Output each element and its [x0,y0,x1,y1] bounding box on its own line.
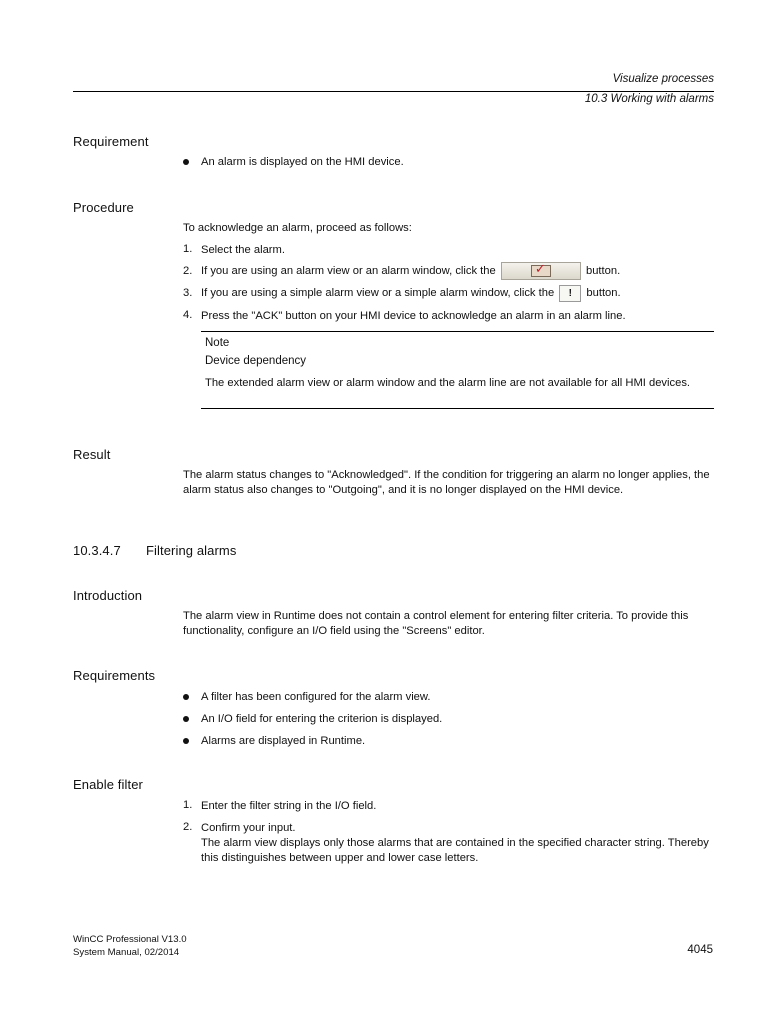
note-top-rule [201,331,714,332]
procedure-intro: To acknowledge an alarm, proceed as follows: [183,222,412,234]
step-number: 1. [183,799,193,811]
header-section: 10.3 Working with alarms [584,93,714,105]
result-text: The alarm status changes to "Acknowledged". If the condition for triggering an alarm no longer applies, the alarm status also changes to "Outgoing", and it is no longer displayed on the HMI device. [183,469,710,496]
note-label: Note [205,337,230,349]
enable-filter-step-1: Enter the filter string in the I/O field. [201,800,377,812]
result-heading: Result [73,447,111,462]
requirement-heading: Requirement [73,134,149,149]
step-number: 3. [183,287,193,299]
step-number: 1. [183,243,193,255]
footer-manual: System Manual, 02/2014 [73,947,180,958]
page-number: 4045 [687,944,713,956]
requirements-heading: Requirements [73,668,156,683]
enable-filter-step-2: Confirm your input. [201,822,296,834]
step-2-text-after: button. [585,265,621,277]
introduction-text: The alarm view in Runtime does not contain a control element for entering filter criteria. To provide this functionality, configure an I/O field using the "Screens" editor. [183,610,689,637]
procedure-step-1: Select the alarm. [201,244,285,256]
requirements-bullet: Alarms are displayed in Runtime. [201,735,366,747]
acknowledge-button[interactable] [501,262,581,280]
requirements-bullet: A filter has been configured for the alarm view. [201,691,431,703]
note-text: The extended alarm view or alarm window and the alarm line are not available for all HMI devices. [205,377,691,389]
procedure-step-4: Press the "ACK" button on your HMI device to acknowledge an alarm in an alarm line. [201,310,626,322]
checkmark-icon: ✓ [534,261,546,277]
step-number: 4. [183,309,193,321]
step-3-text-before: If you are using a simple alarm view or a simple alarm window, click the [201,287,555,299]
simple-acknowledge-button[interactable]: ! [559,285,581,302]
header-chapter: Visualize processes [612,73,714,85]
requirements-bullet: An I/O field for entering the criterion is displayed. [201,713,443,725]
bullet-icon [183,155,191,170]
bullet-icon [183,734,191,749]
step-number: 2. [183,821,193,833]
procedure-step-2 [201,261,620,281]
bullet-icon [183,712,191,727]
note-bottom-rule [201,408,714,409]
note-title: Device dependency [205,355,307,367]
step-2-text-before: If you are using an alarm view or an alarm window, click the [201,265,496,277]
procedure-step-3 [201,284,621,303]
step-3-text-after: button. [586,287,621,299]
requirement-bullet: An alarm is displayed on the HMI device. [201,156,404,168]
footer-product: WinCC Professional V13.0 [73,934,187,945]
procedure-heading: Procedure [73,200,134,215]
bullet-icon [183,690,191,705]
enable-filter-heading: Enable filter [73,777,143,792]
enable-filter-step-2-detail: The alarm view displays only those alarms that are contained in the specified character string. Thereby this distinguishes between upper and lower case letters. [201,837,709,864]
introduction-heading: Introduction [73,588,143,603]
section-number: 10.3.4.7 [73,543,121,558]
step-number: 2. [183,265,193,277]
section-title: Filtering alarms [146,543,237,558]
header-rule [73,91,714,92]
